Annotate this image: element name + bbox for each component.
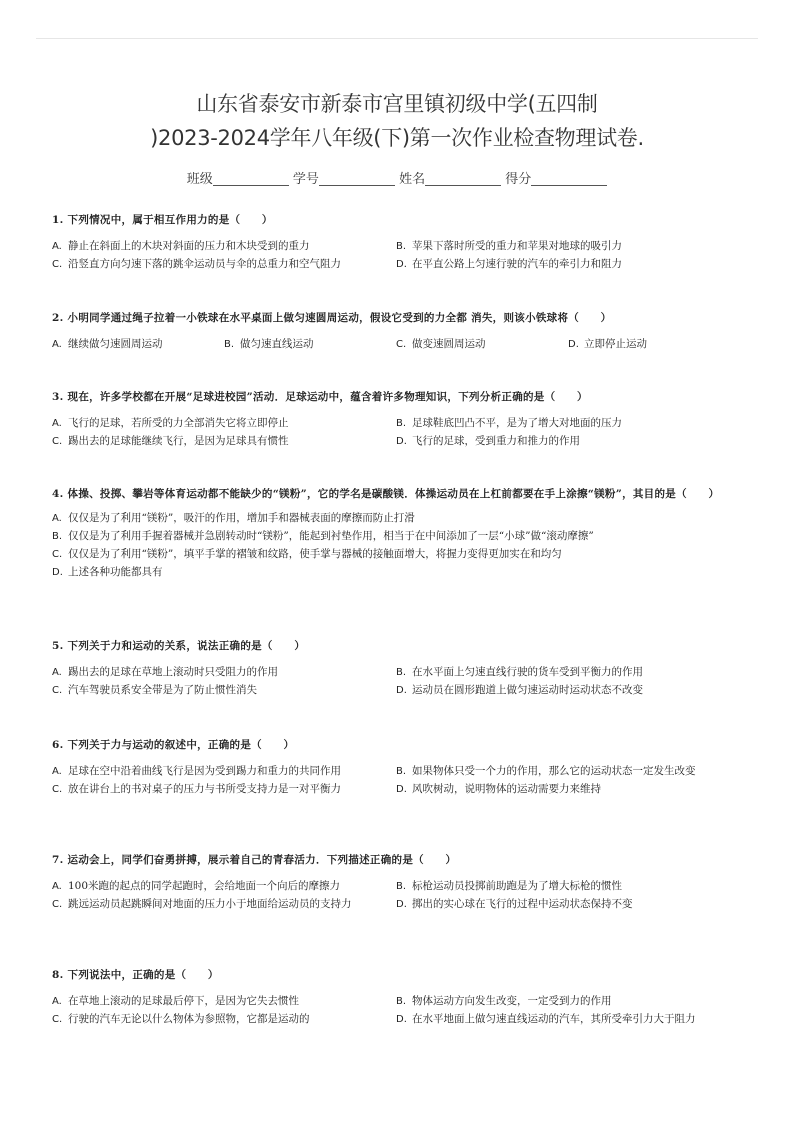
question-stem: 6. 下列关于力与运动的叙述中，正确的是（ ） (52, 739, 295, 751)
option-letter: C. (396, 339, 407, 350)
option-c[interactable] (52, 1011, 396, 1028)
option-a[interactable] (52, 336, 224, 353)
question-5 (52, 638, 752, 699)
option-text: 仅仅是为了利用“镁粉”，吸汗的作用，增加手和器械表面的摩擦而防止打滑 (68, 512, 415, 524)
option-b[interactable] (224, 336, 396, 353)
option-letter: C. (52, 685, 63, 696)
option-text: 风吹树动，说明物体的运动需要力来维持 (412, 783, 601, 795)
option-b[interactable] (396, 238, 752, 255)
option-letter: D. (396, 784, 407, 795)
option-a[interactable] (52, 878, 396, 895)
option-text: 静止在斜面上的木块对斜面的压力和木块受到的重力 (68, 240, 310, 252)
option-text: 在水平面上匀速直线行驶的货车受到平衡力的作用 (412, 666, 643, 678)
question-6 (52, 737, 752, 798)
option-text: 汽车驾驶员系安全带是为了防止惯性消失 (68, 684, 257, 696)
option-letter: A. (52, 513, 62, 524)
option-a[interactable] (52, 415, 396, 432)
header-rule (36, 38, 758, 39)
option-text: 物体运动方向发生改变，一定受到力的作用 (412, 995, 612, 1007)
option-b[interactable] (52, 528, 752, 545)
question-4 (52, 486, 752, 581)
option-b[interactable] (396, 415, 752, 432)
option-letter: C. (52, 549, 63, 560)
option-a[interactable] (52, 664, 396, 681)
question-8 (52, 967, 752, 1028)
option-letter: A. (52, 881, 62, 892)
option-b[interactable] (396, 763, 752, 780)
question-3 (52, 389, 752, 450)
option-text: 仅仅是为了利用手握着器械并急剧转动时“镁粉”，能起到衬垫作用，相当于在中间添加了一层“小球”做“滚动摩擦” (68, 530, 594, 542)
option-c[interactable] (52, 896, 396, 913)
option-letter: A. (52, 996, 62, 1007)
option-text: 足球鞋底凹凸不平，是为了增大对地面的压力 (412, 417, 622, 429)
option-text: 踢出去的足球能继续飞行，是因为足球具有惯性 (68, 435, 289, 447)
option-letter: D. (568, 339, 579, 350)
option-letter: B. (396, 996, 407, 1007)
question-7 (52, 852, 752, 913)
option-text: 做匀速直线运动 (240, 338, 314, 350)
option-letter: D. (396, 1014, 407, 1025)
option-letter: D. (396, 436, 407, 447)
question-2 (52, 310, 752, 353)
class-blank[interactable] (213, 172, 289, 186)
score-label: 得分 (505, 172, 532, 187)
number-blank[interactable] (319, 172, 395, 186)
option-a[interactable] (52, 510, 752, 527)
option-a[interactable] (52, 993, 396, 1010)
option-letter: B. (52, 531, 63, 542)
option-c[interactable] (52, 682, 396, 699)
option-d[interactable] (396, 781, 752, 798)
question-stem: 7. 运动会上，同学们奋勇拼搏，展示着自己的青春活力．下列描述正确的是（ ） (52, 854, 457, 866)
option-text: 仅仅是为了利用“镁粉”，填平手掌的褶皱和纹路，使手掌与器械的接触面增大，将握力变得更加实在和均匀 (68, 548, 562, 560)
option-text: 足球在空中沿着曲线飞行是因为受到踢力和重力的共同作用 (68, 765, 341, 777)
option-b[interactable] (396, 878, 752, 895)
option-letter: D. (396, 899, 407, 910)
option-c[interactable] (52, 256, 396, 273)
option-letter: A. (52, 766, 62, 777)
option-d[interactable] (396, 1011, 752, 1028)
option-text: 在水平地面上做匀速直线运动的汽车，其所受牵引力大于阻力 (412, 1013, 696, 1025)
question-stem: 8. 下列说法中，正确的是（ ） (52, 969, 219, 981)
option-letter: B. (396, 241, 407, 252)
exam-title-line1: 山东省泰安市新泰市宫里镇初级中学(五四制 (196, 92, 598, 116)
option-text: 运动员在圆形跑道上做匀速运动时运动状态不改变 (412, 684, 643, 696)
option-d[interactable] (52, 564, 752, 581)
option-text: 行驶的汽车无论以什么物体为参照物，它都是运动的 (68, 1013, 310, 1025)
question-stem: 1. 下列情况中，属于相互作用力的是（ ） (52, 214, 273, 226)
option-letter: A. (52, 418, 62, 429)
option-letter: B. (224, 339, 235, 350)
option-letter: B. (396, 881, 407, 892)
option-d[interactable] (396, 682, 752, 699)
option-text: 飞行的足球，受到重力和推力的作用 (412, 435, 580, 447)
option-text: 100米跑的起点的同学起跑时，会给地面一个向后的摩擦力 (68, 880, 341, 892)
option-a[interactable] (52, 238, 396, 255)
option-text: 掷出的实心球在飞行的过程中运动状态保持不变 (412, 898, 633, 910)
option-text: 上述各种功能都具有 (68, 566, 163, 578)
option-text: 踢出去的足球在草地上滚动时只受阻力的作用 (68, 666, 278, 678)
option-d[interactable] (396, 256, 752, 273)
option-text: 继续做匀速圆周运动 (68, 338, 163, 350)
question-1 (52, 212, 752, 273)
option-letter: B. (396, 766, 407, 777)
option-letter: D. (396, 685, 407, 696)
option-letter: C. (52, 1014, 63, 1025)
question-stem: 2. 小明同学通过绳子拉着一小铁球在水平桌面上做匀速圆周运动，假设它受到的力全都 消失，则该小铁球将（ ） (52, 312, 612, 324)
option-d[interactable] (396, 896, 752, 913)
question-stem: 5. 下列关于力和运动的关系，说法正确的是（ ） (52, 640, 306, 652)
score-blank[interactable] (531, 172, 607, 186)
option-letter: A. (52, 339, 62, 350)
option-text: 立即停止运动 (584, 338, 647, 350)
option-letter: C. (52, 899, 63, 910)
option-text: 沿竖直方向匀速下落的跳伞运动员与伞的总重力和空气阻力 (68, 258, 341, 270)
option-c[interactable] (52, 433, 396, 450)
option-text: 做变速圆周运动 (412, 338, 486, 350)
option-a[interactable] (52, 763, 396, 780)
name-blank[interactable] (425, 172, 501, 186)
name-label: 姓名 (399, 172, 426, 187)
option-text: 如果物体只受一个力的作用，那么它的运动状态一定发生改变 (412, 765, 696, 777)
option-text: 跳远运动员起跳瞬间对地面的压力小于地面给运动员的支持力 (68, 898, 352, 910)
option-c[interactable] (52, 781, 396, 798)
option-text: 在平直公路上匀速行驶的汽车的牵引力和阻力 (412, 258, 622, 270)
number-label: 学号 (292, 172, 319, 187)
option-c[interactable] (396, 336, 568, 353)
option-text: 在草地上滚动的足球最后停下，是因为它失去惯性 (68, 995, 299, 1007)
option-letter: C. (52, 436, 63, 447)
class-label: 班级 (186, 172, 213, 187)
student-info-row (0, 168, 794, 187)
option-letter: C. (52, 784, 63, 795)
option-letter: D. (396, 259, 407, 270)
option-letter: D. (52, 567, 63, 578)
option-d[interactable] (568, 336, 740, 353)
option-text: 标枪运动员投掷前助跑是为了增大标枪的惯性 (412, 880, 622, 892)
option-d[interactable] (396, 433, 752, 450)
option-letter: A. (52, 667, 62, 678)
option-letter: C. (52, 259, 63, 270)
option-letter: A. (52, 241, 62, 252)
question-stem: 4. 体操、投掷、攀岩等体育运动都不能缺少的“镁粉”，它的学名是碳酸镁．体操运动员在上杠前都要在手上涂擦“镁粉”，其目的是（ ） (52, 488, 720, 500)
option-text: 放在讲台上的书对桌子的压力与书所受支持力是一对平衡力 (68, 783, 341, 795)
exam-title-line2: )2023-2024学年八年级(下)第一次作业检查物理试卷. (150, 126, 644, 150)
option-text: 飞行的足球，若所受的力全部消失它将立即停止 (68, 417, 289, 429)
option-c[interactable] (52, 546, 752, 563)
option-b[interactable] (396, 993, 752, 1010)
option-text: 苹果下落时所受的重力和苹果对地球的吸引力 (412, 240, 622, 252)
option-b[interactable] (396, 664, 752, 681)
option-letter: B. (396, 418, 407, 429)
question-stem: 3. 现在，许多学校都在开展“足球进校园”活动．足球运动中，蕴含着许多物理知识，下列分析正确的是（ ） (52, 391, 588, 403)
option-letter: B. (396, 667, 407, 678)
